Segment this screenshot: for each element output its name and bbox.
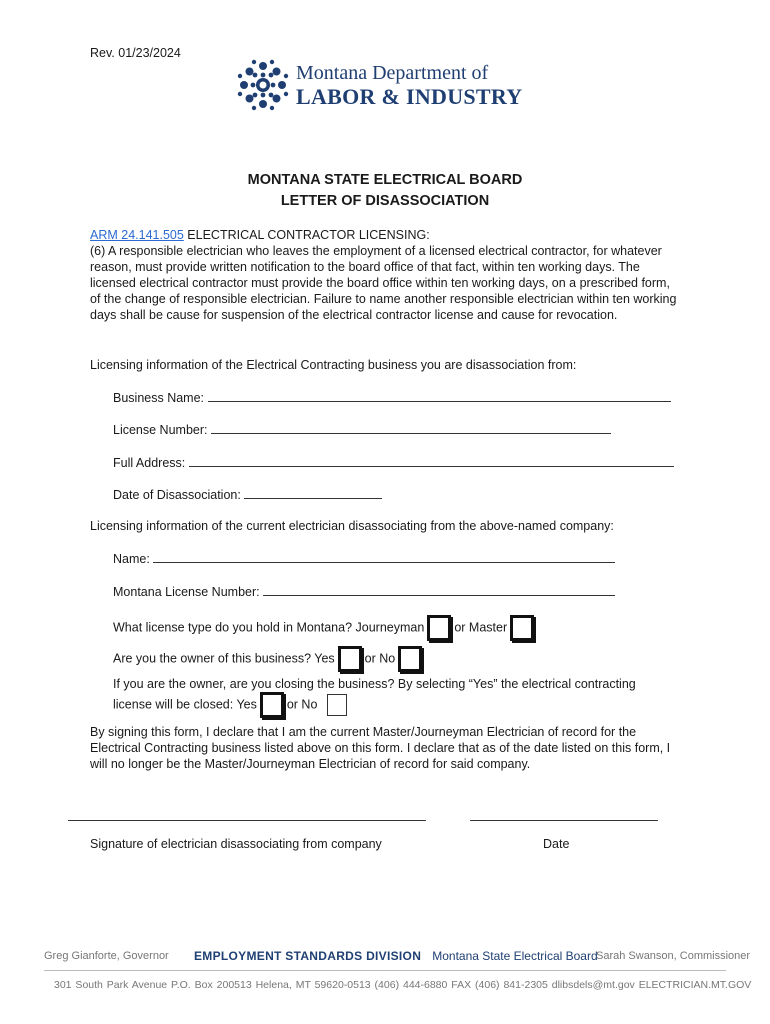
footer-address-line: 301 South Park Avenue P.O. Box 200513 Helena, MT 59620-0513 (406) 444-6880 FAX (406) 841-2305 dlibsdels@mt.gov ELECTRICIAN.MT.GOV: [54, 979, 752, 991]
rule-text-block: [90, 227, 680, 323]
closing-no-checkbox[interactable]: [327, 694, 347, 716]
closing-row: [113, 692, 350, 718]
owner-yes-checkbox[interactable]: [338, 646, 362, 672]
owner-question: Are you the owner of this business? Yes: [113, 651, 335, 666]
owner-or-no-label: or No: [364, 651, 396, 666]
mt-license-field[interactable]: [263, 583, 615, 596]
license-number-label: License Number:: [113, 423, 208, 437]
signature-label: Signature of electrician disassociating from company: [90, 837, 382, 851]
full-address-row: [113, 454, 674, 470]
footer-division-row: [194, 949, 598, 963]
disassociation-date-field[interactable]: [244, 486, 382, 499]
footer-governor: Greg Gianforte, Governor: [44, 950, 169, 962]
full-address-field[interactable]: [189, 454, 674, 467]
owner-row: [113, 646, 425, 672]
rule-body: (6) A responsible electrician who leaves the employment of a licensed electrical contractor, for whatever reason, must provide written notification to the board office of that fact, within ten working days. The licensed electrical contractor must provide the board office within ten working days, on a prescribed form, of the change of responsible electrician. Failure to name another responsible electrician within ten working days shall be cause for suspension of the electrical contractor license and cause for revocation.: [90, 244, 677, 322]
footer-commissioner: Sarah Swanson, Commissioner: [596, 950, 751, 962]
license-number-field[interactable]: [211, 421, 611, 434]
closing-question-line1: If you are the owner, are you closing the business? By selecting “Yes” the electrical contracting: [113, 677, 636, 691]
journeyman-checkbox[interactable]: [427, 615, 451, 641]
closing-yes-checkbox[interactable]: [260, 692, 284, 718]
electrician-name-label: Name:: [113, 552, 150, 566]
footer-board: Montana State Electrical Board: [432, 949, 598, 963]
business-name-label: Business Name:: [113, 391, 205, 405]
date-line[interactable]: [470, 820, 658, 821]
license-number-row: [113, 421, 611, 437]
mt-license-row: [113, 583, 615, 599]
license-type-question: What license type do you hold in Montana? Journeyman: [113, 620, 425, 635]
arm-rule-link[interactable]: ARM 24.141.505: [90, 228, 184, 242]
owner-no-checkbox[interactable]: [398, 646, 422, 672]
revision-date: Rev. 01/23/2024: [90, 46, 181, 60]
date-label: Date: [543, 837, 570, 851]
rule-heading: ELECTRICAL CONTRACTOR LICENSING:: [183, 228, 430, 242]
full-address-label: Full Address:: [113, 456, 186, 470]
form-title: MONTANA STATE ELECTRICAL BOARD: [247, 172, 523, 188]
master-checkbox[interactable]: [510, 615, 534, 641]
electrician-section-intro: Licensing information of the current electrician disassociating from the above-named company:: [90, 519, 614, 533]
license-type-row: [113, 615, 537, 641]
mt-license-label: Montana License Number:: [113, 585, 260, 599]
logo-text-line1: Montana Department of: [296, 62, 489, 84]
footer-divider: [44, 970, 726, 971]
electrician-name-field[interactable]: [153, 550, 615, 563]
form-subtitle: LETTER OF DISASSOCIATION: [280, 193, 490, 209]
electrician-name-row: [113, 550, 615, 566]
signature-line[interactable]: [68, 820, 426, 821]
footer-division: EMPLOYMENT STANDARDS DIVISION: [194, 949, 422, 963]
closing-question-line2: license will be closed: Yes: [113, 697, 257, 712]
closing-or-no-label: or No: [286, 697, 318, 712]
department-logo-icon: [236, 58, 290, 112]
or-master-label: or Master: [454, 620, 508, 635]
disassociation-date-label: Date of Disassociation:: [113, 488, 241, 502]
declaration-text: By signing this form, I declare that I am the current Master/Journeyman Electrician of record for the Electrical Contracting business listed above on this form. I declare that as of the date listed on this form, I will no longer be the Master/Journeyman Electrician of record for said company.: [90, 725, 671, 771]
business-name-row: [113, 389, 671, 405]
disassociation-date-row: [113, 486, 382, 502]
logo-text-line2: LABOR & INDUSTRY: [296, 84, 523, 109]
business-name-field[interactable]: [208, 389, 671, 402]
business-section-intro: Licensing information of the Electrical Contracting business you are disassociation from:: [90, 358, 577, 372]
